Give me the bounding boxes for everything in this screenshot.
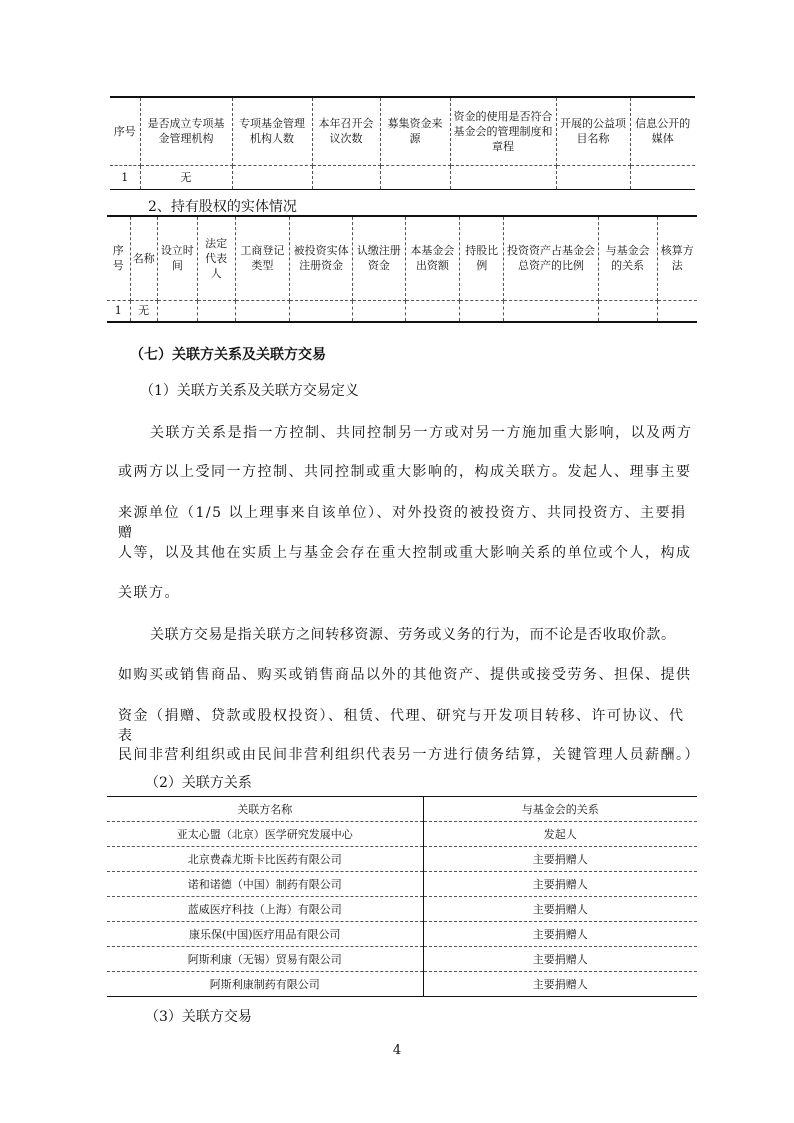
related-party-table — [107, 796, 697, 997]
t1-cell-4 — [380, 165, 450, 189]
t3-party-relation: 主要捐赠人 — [423, 897, 697, 922]
t2-header-5: 被投资实体注册资金 — [290, 216, 353, 300]
para2-line-2: 如购买或销售商品、购买或销售商品以外的其他资产、提供或接受劳务、担保、提供 — [118, 667, 692, 683]
t2-cell-3 — [197, 300, 235, 322]
t3-party-relation: 发起人 — [423, 822, 697, 847]
t1-header-1: 是否成立专项基金管理机构 — [140, 97, 232, 165]
t1-cell-6 — [556, 165, 630, 189]
t3-party-relation: 主要捐赠人 — [423, 947, 697, 972]
t3-party-relation: 主要捐赠人 — [532, 977, 588, 991]
t2-header-1: 名称 — [130, 216, 157, 300]
table-row — [107, 847, 697, 872]
t3-party-relation: 主要捐赠人 — [423, 922, 697, 947]
t2-header-3: 法定代表人 — [197, 216, 235, 300]
table-row — [107, 947, 697, 972]
t3-party-name: 诺和诺德（中国）制药有限公司 — [107, 872, 423, 897]
t2-header-10: 与基金会的关系 — [598, 216, 657, 300]
t3-party-name: 康乐保(中国)医疗用品有限公司 — [107, 922, 423, 947]
t1-cell-7 — [630, 165, 695, 189]
t3-party-name: 蓝威医疗科技（上海）有限公司 — [107, 897, 423, 922]
t2-cell-4 — [235, 300, 290, 322]
t2-cell-9 — [504, 300, 598, 322]
page-number: 4 — [392, 1043, 402, 1058]
t2-cell-11 — [657, 300, 697, 322]
t1-cell-0: 1 — [110, 165, 140, 189]
t1-cell-5 — [450, 165, 556, 189]
table-row — [107, 822, 697, 847]
para1-line-5: 关联方。 — [118, 585, 180, 601]
t1-header-6: 开展的公益项目名称 — [556, 97, 630, 165]
para2-line-4: 民间非营利组织或由民间非营利组织代表另一方进行债务结算，关键管理人员薪酬。） — [118, 747, 700, 763]
t3-party-name: 阿斯利康（无锡）贸易有限公司 — [107, 947, 423, 972]
para1-line-4: 人等，以及其他在实质上与基金会存在重大控制或重大影响关系的单位或个人，构成 — [118, 545, 692, 561]
para2-line-3: 资金（捐赠、贷款或股权投资）、租赁、代理、研究与开发项目转移、许可协议、代表 — [118, 708, 685, 744]
section-2-title: 2、持有股权的实体情况 — [148, 199, 297, 215]
t2-header-0: 序号 — [107, 216, 130, 300]
table-row — [107, 872, 697, 897]
para1-line-1: 关联方关系是指一方控制、共同控制另一方或对另一方施加重大影响，以及两方 — [150, 425, 693, 441]
t2-cell-2 — [157, 300, 197, 322]
t3-party-name: 阿斯利康制药有限公司 — [107, 972, 423, 997]
t3-party-relation: 主要捐赠人 — [423, 847, 697, 872]
t3-party-relation: 主要捐赠人 — [423, 872, 697, 897]
t3-party-name: 北京费森尤斯卡比医药有限公司 — [107, 847, 423, 872]
t2-header-11: 核算方法 — [657, 216, 697, 300]
table-row — [107, 922, 697, 947]
equity-entity-table — [107, 215, 697, 323]
t2-cell-1: 无 — [130, 300, 157, 322]
t1-cell-1: 无 — [140, 165, 232, 189]
para2-line-1: 关联方交易是指关联方之间转移资源、劳务或义务的行为，而不论是否收取价款。 — [150, 627, 676, 643]
para1-line-2: 或两方以上受同一方控制、共同控制或重大影响的，构成关联方。发起人、理事主要 — [118, 464, 692, 480]
t2-header-6: 认缴注册资金 — [353, 216, 405, 300]
heading-related-parties: （七）关联方关系及关联方交易 — [130, 347, 326, 363]
para1-line-3: 来源单位（1/5 以上理事来自该单位）、对外投资的被投资方、共同投资方、主要捐赠 — [118, 505, 687, 541]
t1-header-2: 专项基金管理机构人数 — [232, 97, 312, 165]
t2-cell-0: 1 — [107, 300, 130, 322]
t2-header-2: 设立时间 — [157, 216, 197, 300]
t2-cell-8 — [460, 300, 504, 322]
t2-cell-7 — [405, 300, 460, 322]
t1-header-3: 本年召开会议次数 — [312, 97, 380, 165]
t2-header-8: 持股比例 — [460, 216, 504, 300]
t1-cell-3 — [312, 165, 380, 189]
t2-header-9: 投资资产占基金会总资产的比例 — [504, 216, 598, 300]
t3-header-name: 关联方名称 — [107, 797, 423, 822]
table-row — [107, 972, 697, 997]
t3-header-relation: 与基金会的关系 — [423, 797, 697, 822]
subheading-transactions: （3）关联方交易 — [145, 1009, 252, 1025]
t2-cell-10 — [598, 300, 657, 322]
subheading-relations: （2）关联方关系 — [145, 775, 252, 791]
t2-header-4: 工商登记类型 — [235, 216, 290, 300]
t2-cell-6 — [353, 300, 405, 322]
table-row — [107, 897, 697, 922]
t3-party-name: 亚太心盟（北京）医学研究发展中心 — [107, 822, 423, 847]
t1-cell-2 — [232, 165, 312, 189]
t1-header-4: 募集资金来源 — [380, 97, 450, 165]
t2-cell-5 — [290, 300, 353, 322]
subheading-definition: （1）关联方关系及关联方交易定义 — [140, 383, 359, 399]
t1-header-7: 信息公开的媒体 — [630, 97, 695, 165]
t1-header-5: 资金的使用是否符合基金会的管理制度和章程 — [450, 97, 556, 165]
t1-header-0: 序号 — [110, 97, 140, 165]
fund-management-table — [110, 96, 695, 190]
t2-header-7: 本基金会出资额 — [405, 216, 460, 300]
